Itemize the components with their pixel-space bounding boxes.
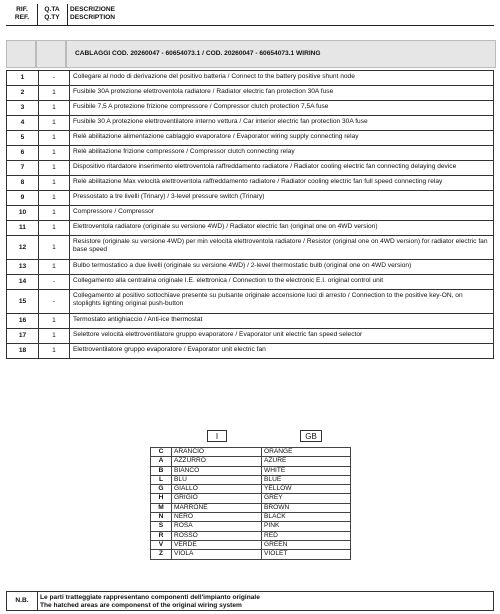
- table-row: [7, 344, 494, 359]
- ref-cell: 12: [7, 236, 39, 260]
- table-row: [7, 71, 494, 86]
- color-code: B: [151, 466, 172, 475]
- table-row: [7, 314, 494, 329]
- table-row: [7, 101, 494, 116]
- color-name-gb: AZURE: [262, 457, 351, 466]
- description-cell: Pressostato a tre livelli (Trinary) / 3-level pressure switch (Trinary): [70, 191, 494, 206]
- qty-cell: 1: [39, 86, 70, 101]
- description-cell: Compressore / Compressor: [70, 206, 494, 221]
- qty-cell: 1: [39, 116, 70, 131]
- ref-cell: 10: [7, 206, 39, 221]
- title-band-cell: [66, 40, 496, 68]
- qty-header-en: Q.TY: [44, 13, 60, 21]
- ref-cell: 4: [7, 116, 39, 131]
- description-cell: Selettore velocità elettroventilatore gruppo evaporatore / Evaporator unit electric fan speed selector: [70, 329, 494, 344]
- color-code: Z: [151, 550, 172, 559]
- ref-cell: 6: [7, 146, 39, 161]
- components-table: [6, 70, 494, 359]
- description-cell: Fusibile 7,5 A protezione frizione compressore / Compressor clutch protection 7,5A fuse: [70, 101, 494, 116]
- color-name-it: ROSSO: [172, 531, 262, 540]
- header-divider: [37, 4, 38, 26]
- table-row: [7, 161, 494, 176]
- ref-cell: 11: [7, 221, 39, 236]
- qty-cell: 1: [39, 101, 70, 116]
- color-code: H: [151, 494, 172, 503]
- qty-cell: 1: [39, 344, 70, 359]
- column-header: [6, 4, 494, 26]
- qty-cell: 1: [39, 161, 70, 176]
- color-name-gb: BROWN: [262, 503, 351, 512]
- color-name-it: ROSA: [172, 522, 262, 531]
- qty-cell: -: [39, 290, 70, 314]
- color-code: G: [151, 485, 172, 494]
- table-row: [7, 260, 494, 275]
- qty-cell: -: [39, 275, 70, 290]
- color-code: M: [151, 503, 172, 512]
- color-name-it: AZZURRO: [172, 457, 262, 466]
- qty-cell: -: [39, 71, 70, 86]
- color-name-gb: ORANGE: [262, 448, 351, 457]
- color-name-gb: BLUE: [262, 475, 351, 484]
- wiring-title: CABLAGGI COD. 20260047 - 60654073.1 / COD. 20260047 - 60654073.1 WIRING: [75, 50, 321, 57]
- legend-header-it: I: [207, 430, 227, 442]
- table-row: [7, 116, 494, 131]
- legend-row: [151, 457, 351, 466]
- color-code: A: [151, 457, 172, 466]
- table-row: [7, 329, 494, 344]
- qty-cell: 1: [39, 221, 70, 236]
- qty-cell: 1: [39, 176, 70, 191]
- legend-row: [151, 531, 351, 540]
- description-cell: Resistore (originale su versione 4WD) per min velocità elettroventola radiatore / Resistor (original one on 4WD version) for radiator electric fan base speed: [70, 236, 494, 260]
- legend-row: [151, 522, 351, 531]
- ref-cell: 17: [7, 329, 39, 344]
- ref-cell: 13: [7, 260, 39, 275]
- color-code: R: [151, 531, 172, 540]
- color-code: N: [151, 513, 172, 522]
- color-name-it: GIALLO: [172, 485, 262, 494]
- wiring-title-band: [6, 40, 494, 66]
- description-cell: Relè abilitazione frizione compressore / Compressor clutch connecting relay: [70, 146, 494, 161]
- ref-cell: 2: [7, 86, 39, 101]
- color-name-gb: VIOLET: [262, 550, 351, 559]
- description-cell: Collegare al nodo di derivazione del positivo batteria / Connect to the battery positive shunt node: [70, 71, 494, 86]
- header-divider: [67, 4, 68, 26]
- color-name-gb: GREY: [262, 494, 351, 503]
- color-name-gb: WHITE: [262, 466, 351, 475]
- table-row: [7, 275, 494, 290]
- legend-row: [151, 550, 351, 559]
- color-legend-table: [150, 447, 351, 560]
- description-cell: Fusibile 30A protezione elettroventola radiatore / Radiator electric fan protection 30A fuse: [70, 86, 494, 101]
- table-row: [7, 131, 494, 146]
- qty-cell: 1: [39, 329, 70, 344]
- description-column-header: [70, 6, 115, 21]
- qty-cell: 1: [39, 146, 70, 161]
- legend-row: [151, 466, 351, 475]
- color-code: V: [151, 540, 172, 549]
- legend-row: [151, 503, 351, 512]
- table-row: [7, 236, 494, 260]
- description-cell: Elettroventilatore gruppo evaporatore / Evaporator unit electric fan: [70, 344, 494, 359]
- header-rule: [6, 25, 494, 26]
- ref-header-it: RIF.: [16, 6, 28, 13]
- color-name-it: BLU: [172, 475, 262, 484]
- desc-header-it: DESCRIZIONE: [70, 6, 116, 13]
- ref-header-en: REF.: [14, 13, 30, 21]
- table-row: [7, 221, 494, 236]
- description-cell: Fusibile 30 A protezione elettroventilatore interno vettura / Car interior electric fan protection 30A fuse: [70, 116, 494, 131]
- color-name-gb: RED: [262, 531, 351, 540]
- desc-header-en: DESCRIPTION: [70, 13, 116, 21]
- color-name-it: BIANCO: [172, 466, 262, 475]
- ref-cell: 14: [7, 275, 39, 290]
- description-cell: Termostato antighiaccio / Anti-ice thermostat: [70, 314, 494, 329]
- qty-header-it: Q.TA: [44, 6, 60, 13]
- legend-row: [151, 513, 351, 522]
- legend-header-gb: GB: [300, 430, 322, 442]
- note-italian: Le parti tratteggiate rappresentano componenti dell'impianto originale: [40, 594, 260, 601]
- color-code: S: [151, 522, 172, 531]
- table-row: [7, 146, 494, 161]
- table-row: [7, 290, 494, 314]
- qty-cell: 1: [39, 314, 70, 329]
- color-name-it: ARANCIO: [172, 448, 262, 457]
- legend-row: [151, 540, 351, 549]
- ref-cell: 8: [7, 176, 39, 191]
- table-row: [7, 206, 494, 221]
- color-code: C: [151, 448, 172, 457]
- description-cell: Collegamento alla centralina originale I.E. elettronica / Connection to the electronic E.I. original control unit: [70, 275, 494, 290]
- description-cell: Relè abilitazione alimentazione cablaggio evaporatore / Evaporator wiring supply connecting relay: [70, 131, 494, 146]
- ref-cell: 18: [7, 344, 39, 359]
- qty-cell: 1: [39, 206, 70, 221]
- legend-row: [151, 475, 351, 484]
- color-name-it: VIOLA: [172, 550, 262, 559]
- legend-row: [151, 485, 351, 494]
- ref-cell: 7: [7, 161, 39, 176]
- legend-row: [151, 494, 351, 503]
- title-band-cell: [6, 40, 36, 68]
- color-name-it: GRIGIO: [172, 494, 262, 503]
- ref-cell: 5: [7, 131, 39, 146]
- table-row: [7, 176, 494, 191]
- ref-cell: 16: [7, 314, 39, 329]
- table-row: [7, 86, 494, 101]
- legend-row: [151, 448, 351, 457]
- title-band-cell: [36, 40, 66, 68]
- color-code: L: [151, 475, 172, 484]
- color-name-gb: BLACK: [262, 513, 351, 522]
- footer-note: [6, 591, 494, 611]
- note-english: The hatched areas are componenst of the original wiring system: [40, 601, 242, 609]
- color-name-it: VERDE: [172, 540, 262, 549]
- footer-notes: [40, 594, 260, 609]
- description-cell: Relè abilitazione Max velocità elettroventola raffreddamento radiatore / Radiator cooling electric fan full speed connecting relay: [70, 176, 494, 191]
- qty-cell: 1: [39, 260, 70, 275]
- color-name-gb: PINK: [262, 522, 351, 531]
- description-cell: Dispositivo ritardatore inserimento elettroventola raffreddamento radiatore / Radiator cooling electric fan connecting delaying device: [70, 161, 494, 176]
- table-row: [7, 191, 494, 206]
- color-name-gb: YELLOW: [262, 485, 351, 494]
- nb-label: N.B.: [7, 592, 38, 610]
- qty-cell: 1: [39, 236, 70, 260]
- qty-cell: 1: [39, 131, 70, 146]
- description-cell: Collegamento al positivo sottochiave presente su pulsante originale accensione luci di arresto / Connection to the positive key-ON, on stoplights lighting original push-button: [70, 290, 494, 314]
- ref-cell: 15: [7, 290, 39, 314]
- color-name-it: NERO: [172, 513, 262, 522]
- ref-cell: 1: [7, 71, 39, 86]
- qty-cell: 1: [39, 191, 70, 206]
- ref-cell: 3: [7, 101, 39, 116]
- ref-column-header: [10, 6, 34, 21]
- qty-column-header: [40, 6, 64, 21]
- description-cell: Elettroventola radiatore (originale su versione 4WD) / Radiator electric fan (original one on 4WD version): [70, 221, 494, 236]
- ref-cell: 9: [7, 191, 39, 206]
- color-name-it: MARRONE: [172, 503, 262, 512]
- description-cell: Bulbo termostatico a due livelli (originale su versione 4WD) / 2-level thermostatic bulb (original one on 4WD version): [70, 260, 494, 275]
- color-name-gb: GREEN: [262, 540, 351, 549]
